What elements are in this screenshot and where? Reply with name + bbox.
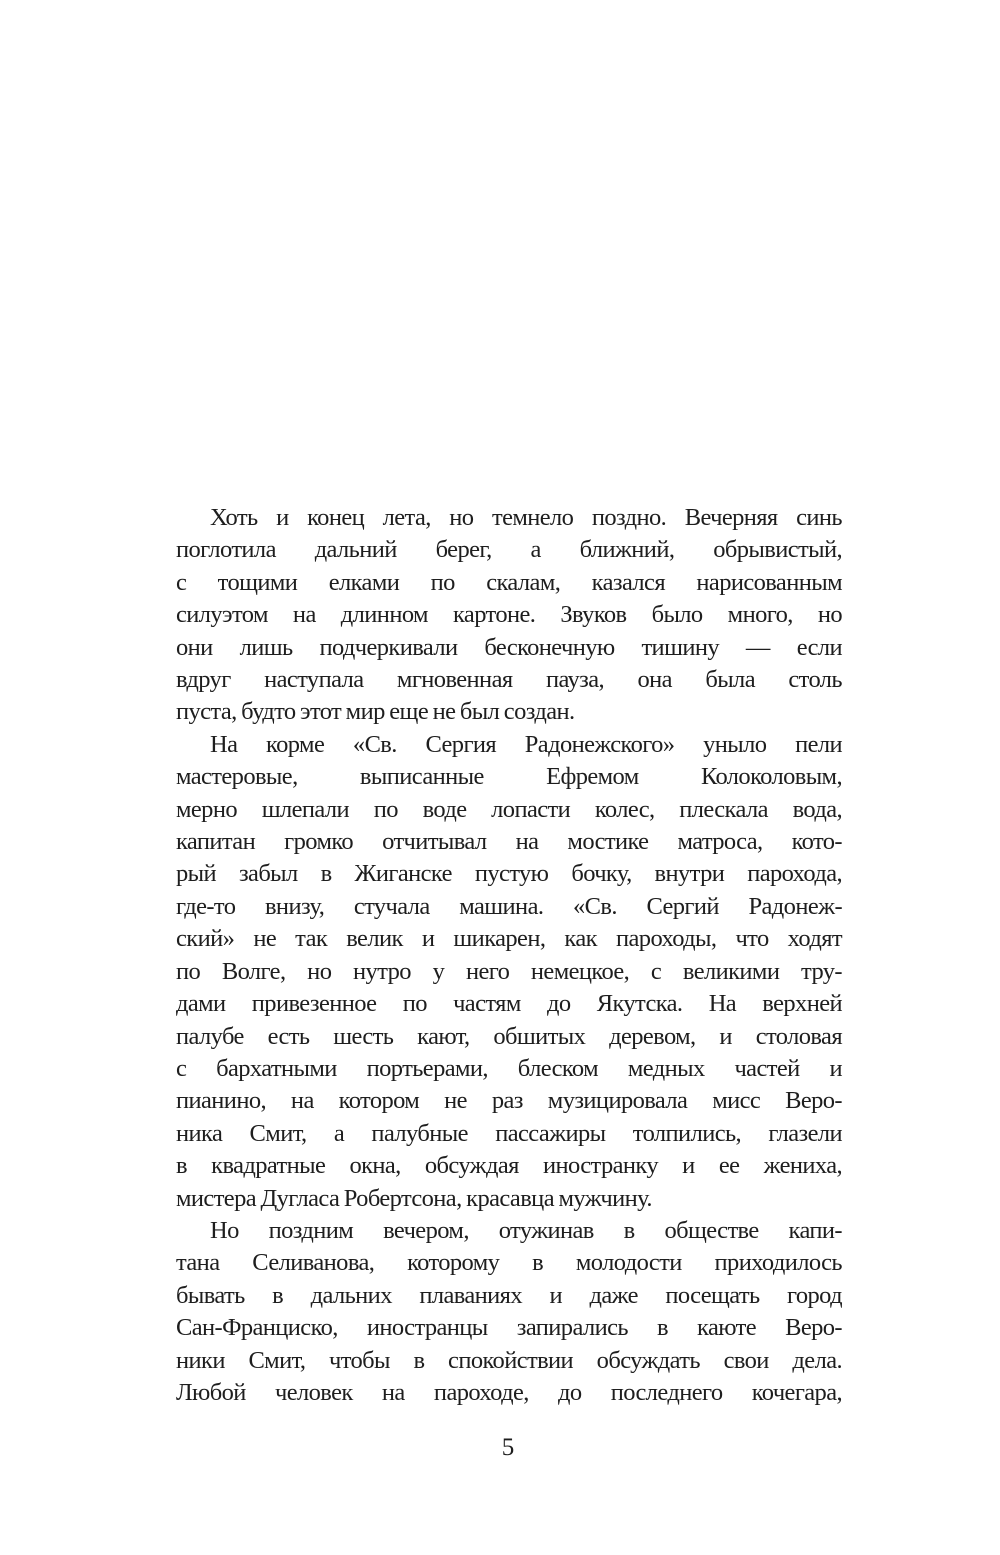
text-line: они лишь подчеркивали бесконечную тишину — если: [176, 633, 842, 661]
text-line: где-то внизу, стучала машина. «Св. Сергий Радонеж-: [176, 892, 842, 920]
text-line: вдруг наступала мгновенная пауза, она была столь: [176, 666, 842, 694]
text-line: бывать в дальних плаваниях и даже посещать город: [176, 1281, 842, 1309]
text-line: по Волге, но нутро у него немецкое, с великими тру-: [176, 957, 842, 985]
page-number: 5: [501, 1434, 515, 1461]
text-line: Но поздним вечером, отужинав в обществе капи-: [210, 1216, 842, 1244]
text-line: с тощими елками по скалам, казался нарисованным: [176, 568, 842, 596]
text-line: капитан громко отчитывал на мостике матроса, кото-: [176, 828, 842, 856]
text-line: силуэтом на длинном картоне. Звуков было много, но: [176, 601, 842, 629]
text-line: мастеровые, выписанные Ефремом Колоколовым,: [176, 763, 842, 791]
text-line: в квадратные окна, обсуждая иностранку и ее жениха,: [176, 1152, 842, 1180]
body-text: [176, 502, 842, 1409]
text-line: дами привезенное по частям до Якутска. На верхней: [176, 990, 842, 1018]
text-line: рый забыл в Жиганске пустую бочку, внутри парохода,: [176, 860, 842, 888]
text-line: мерно шлепали по воде лопасти колес, плескала вода,: [176, 795, 842, 823]
text-line: мистера Дугласа Робертсона, красавца мужчину.: [176, 1184, 652, 1212]
text-line: палубе есть шесть кают, обшитых деревом, и столовая: [176, 1022, 842, 1050]
text-line: Хоть и конец лета, но темнело поздно. Вечерняя синь: [210, 504, 842, 531]
text-line: с бархатными портьерами, блеском медных частей и: [176, 1054, 842, 1082]
text-line: пианино, на котором не раз музицировала мисс Веро-: [176, 1087, 842, 1115]
text-line: ский» не так велик и шикарен, как пароходы, что ходят: [176, 925, 842, 953]
text-line: поглотила дальний берег, а ближний, обрывистый,: [176, 536, 842, 564]
text-line: Любой человек на пароходе, до последнего кочегара,: [176, 1378, 842, 1406]
text-line: тана Селиванова, которому в молодости приходилось: [176, 1249, 842, 1277]
text-line: На корме «Св. Сергия Радонежского» уныло пели: [210, 730, 842, 758]
text-line: пуста, будто этот мир еще не был создан.: [176, 698, 575, 726]
text-line: Сан-Франциско, иностранцы запирались в каюте Веро-: [176, 1314, 842, 1342]
text-line: ники Смит, чтобы в спокойствии обсуждать свои дела.: [176, 1346, 842, 1374]
text-line: ника Смит, а палубные пассажиры толпились, глазели: [176, 1119, 842, 1147]
